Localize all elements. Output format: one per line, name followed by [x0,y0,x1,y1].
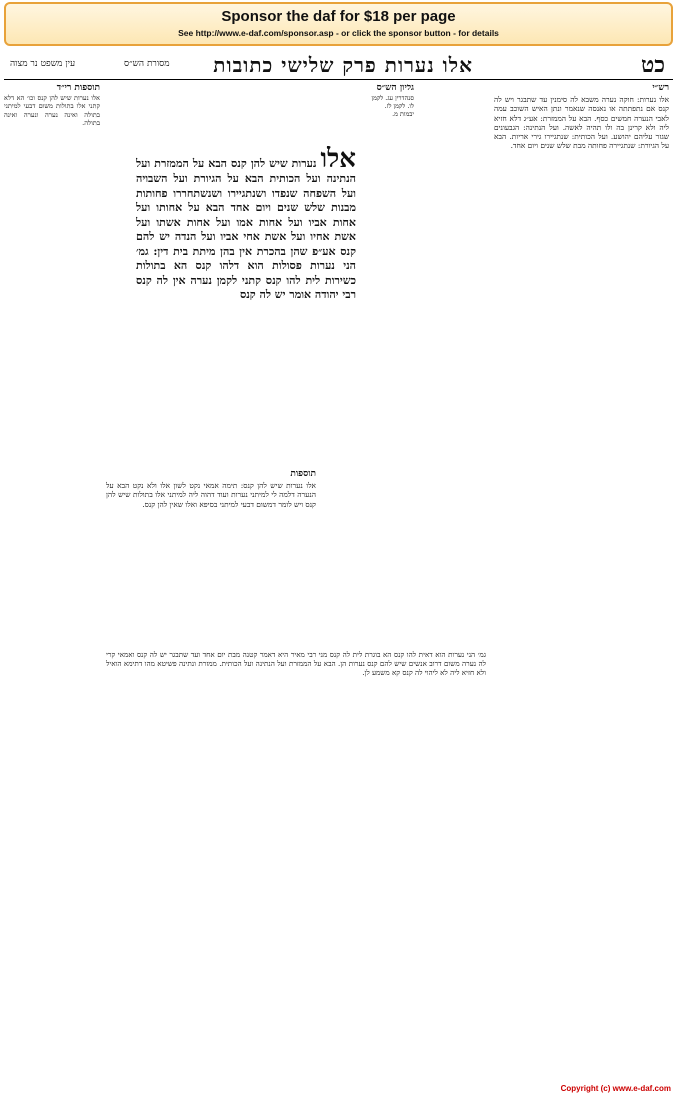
page-title: אלו נערות פרק שלישי כתובות [213,53,473,77]
rashi-text: אלו נערות: חוקה נערה משבא לה סימנין עד שתבגר ויש לה קנס אם נתפתתה או נאנסה שנאמר ונתן האיש השוכב עמה לאבי הנערה חמשים כסף. הבא על הממזרת: אע״ג דלא חזיא ליה ולא קרינן בה ולו תהיה לאשה. ועל הנתינה: הגבעונים שגזר עליהם יהושע. ועל הכותית: שנתגיירו גירי אריות. הבא על הגיורת: שנתגיירה פחותה מבת שלש שנים ויום אחד. [494,95,669,151]
sponsor-title[interactable]: Sponsor the daf for $18 per page [221,8,456,25]
sponsor-banner[interactable] [4,2,673,46]
tosafot-rid-column [4,84,100,1064]
copyright-notice: Copyright (c) www.e-daf.com [560,1084,671,1093]
ein-mishpat-label: עין משפט נר מצוה [10,59,76,69]
rashi-commentary [494,84,669,1064]
tosafot-rid-text: אלו נערות שיש להן קנס וכו׳ הא דלא קתני אלו בתולות משום דבעי למיתני בתולה ואינה נערה ונערה ואינה בתולה. [4,94,100,127]
tosafot-text: אלו נערות שיש להן קנס: תימה אמאי נקט לשון אלו ולא נקט הבא על הנערה דלמה לי למיתני נערות ועוד דהוה ליה למיתני אלו בתולות שיש להן קנס ויש לומר דמשום דבעי למיתני בסיפא ואלו שאין להן קנס. [106,481,316,509]
page-header [4,50,673,80]
tosafot-rid-label: תוספות רי״ד [56,84,100,93]
tosafot-commentary [106,470,316,640]
talmud-page [4,50,673,1080]
tosafot-label: תוספות [290,470,316,479]
bottom-commentary [106,650,486,1064]
main-body: נערות שיש להן קנס הבא על הממזרת ועל הנתינה ועל הכותית הבא על הגיורת ועל השבויה ועל השפחה שנפדו ושנתגיירו ושנשתחררו פחותות מבנות שלש שנים ויום אחד הבא על אחותו ועל אחות אביו ועל אחות אמו ועל אחות אשתו ועל אשת אחיו ועל אשת אחי אביו ועל הנדה יש להם קנס אע״פ שהן בהכרת אין בהן מיתת בית דין: גמ׳ הני נערות פסולות הוא דלהו קנס הא בתולות כשירות לית להו קנס קתני לקמן נערה אין לה קנס רבי יהודה אומר יש לה קנס [136,157,356,301]
page-number: כט [640,52,665,78]
sponsor-subtitle[interactable]: See http://www.e-daf.com/sponsor.asp - or click the sponsor button - for details [178,28,499,38]
opening-word: אלו [320,146,356,174]
masoret-label: מסורת הש״ס [124,59,170,69]
gilyon-text: סנהדרין עג. לקמן לו. לקמן לז. יבמות מ. [371,94,414,118]
bottom-text: גמ׳ הני נערות הוא דאית להו קנס הא בוגרת לית לה קנס מני רבי מאיר היא דאמר קטנה מבת יום אחד ועד שתבגר יש לה קנס ואמאי קרי לה נערה משום דרוב אנשים שיש להם קנס נערות הן. הבא על הממזרת ועל הנתינה ועל הכותית. ממזרת ונתינה פשיטא מהו דתימא הואיל ולא חזיא ליה לא ליהוי לה קנס קא משמע לן. [106,650,486,677]
gilyon-label: גליון הש״ס [376,84,414,93]
rashi-label: רש״י [652,84,669,93]
